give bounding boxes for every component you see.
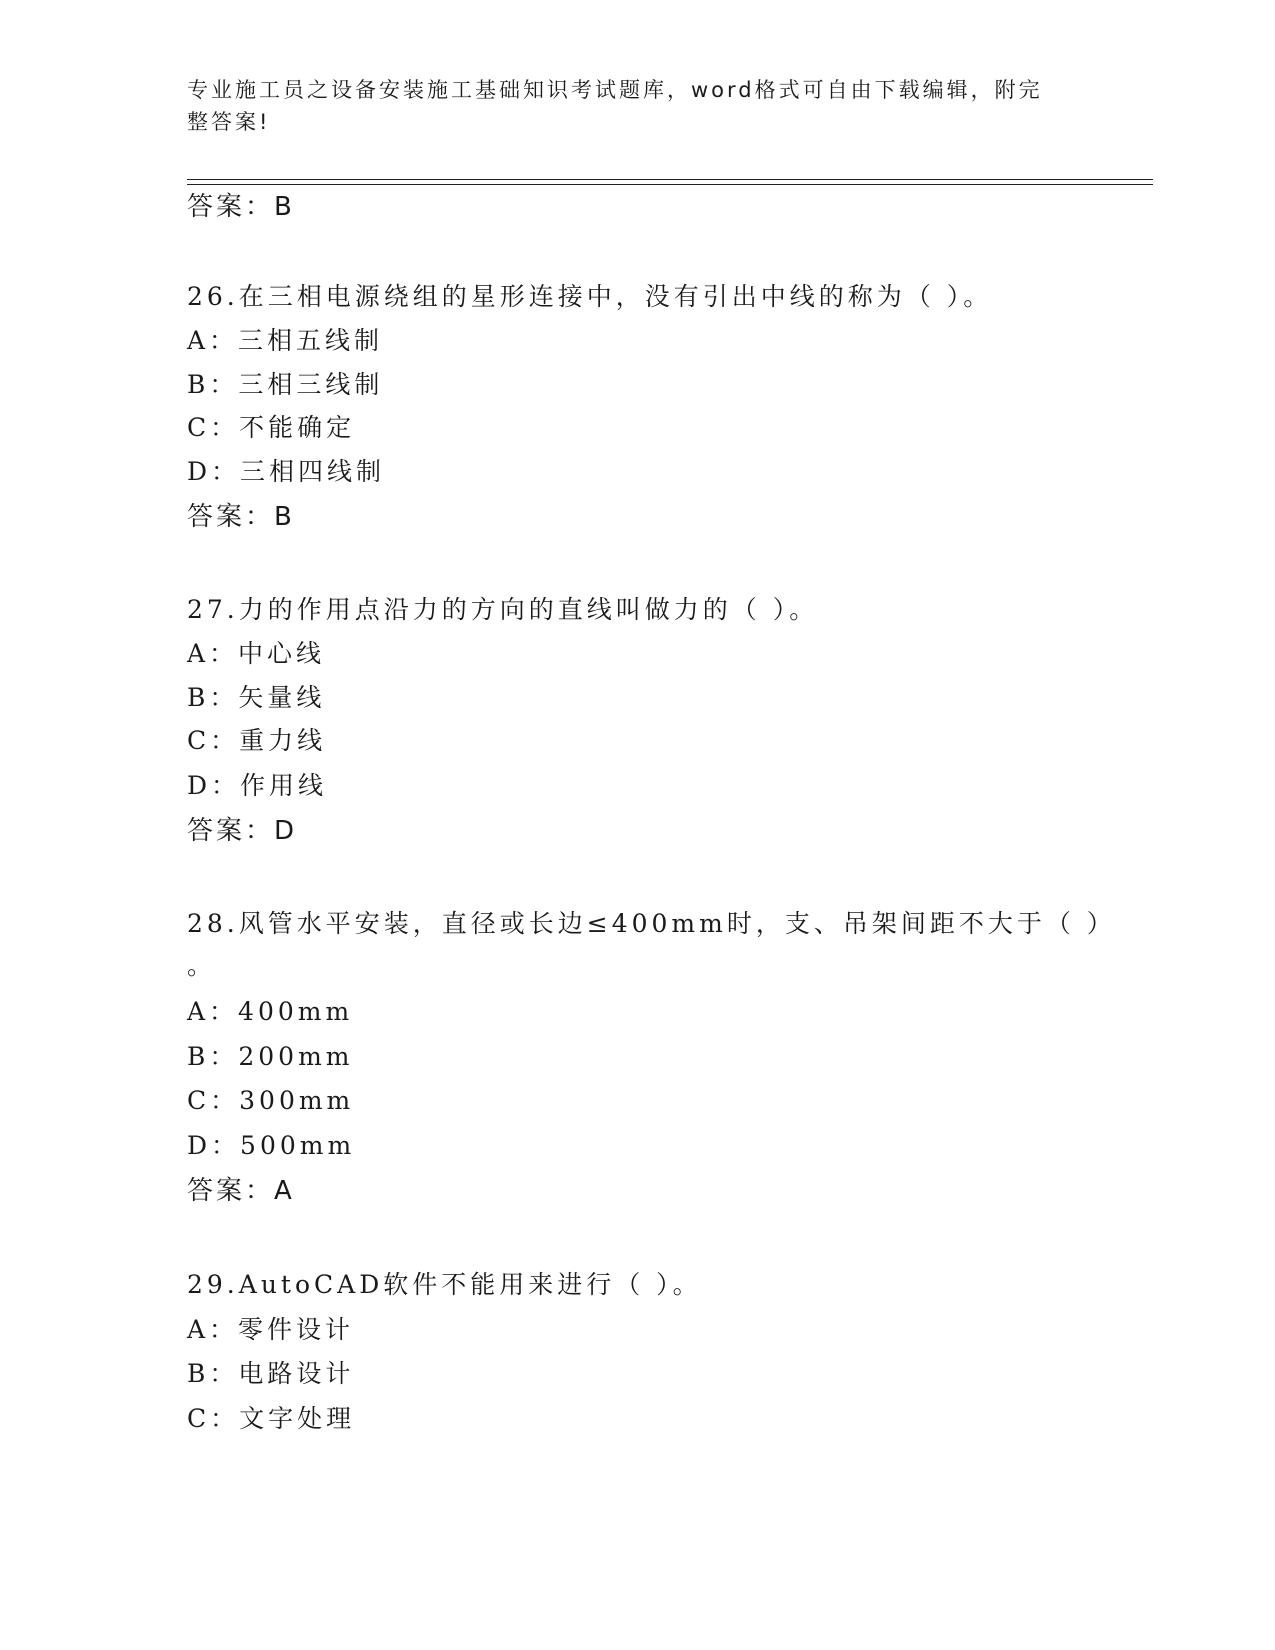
question-26-text: 26.在三相电源绕组的星形连接中，没有引出中线的称为（ ）。 [187, 282, 993, 311]
previous-answer: 答案：B [187, 192, 295, 222]
question-29-option-a: A：零件设计 [187, 1315, 355, 1344]
question-28-answer: 答案：A [187, 1176, 295, 1206]
question-28-option-a: A：400mm [187, 997, 354, 1026]
question-26-option-a: A：三相五线制 [187, 326, 384, 355]
header-rule-bottom [187, 184, 1153, 185]
document-header [187, 74, 1067, 138]
question-27-text: 27.力的作用点沿力的方向的直线叫做力的（ ）。 [187, 595, 819, 624]
question-27-option-c: C：重力线 [187, 726, 327, 755]
question-27-answer: 答案：D [187, 816, 298, 846]
question-29-text: 29.AutoCAD软件不能用来进行（ ）。 [187, 1270, 702, 1299]
question-28-text: 28.风管水平安装，直径或长边≤400mm时，支、吊架间距不大于（ ） [187, 909, 1116, 938]
question-26-option-b: B：三相三线制 [187, 370, 384, 399]
question-28-option-c: C：300mm [187, 1086, 355, 1115]
header-line-2: 整答案! [187, 110, 271, 134]
question-26-option-c: C：不能确定 [187, 413, 356, 442]
header-rule-top [187, 179, 1153, 180]
question-28-option-b: B：200mm [187, 1042, 354, 1071]
question-27-option-b: B：矢量线 [187, 683, 326, 712]
question-29-option-c: C：文字处理 [187, 1404, 356, 1433]
question-28-option-d: D：500mm [187, 1131, 356, 1160]
header-line-1: 专业施工员之设备安装施工基础知识考试题库，word格式可自由下载编辑，附完 [187, 78, 1043, 102]
question-27-option-a: A：中心线 [187, 639, 326, 668]
question-27-option-d: D：作用线 [187, 771, 328, 800]
question-29-option-b: B：电路设计 [187, 1359, 355, 1388]
question-26-answer: 答案：B [187, 502, 295, 532]
question-28-text-continued: 。 [187, 951, 217, 980]
question-26-option-d: D：三相四线制 [187, 457, 386, 486]
